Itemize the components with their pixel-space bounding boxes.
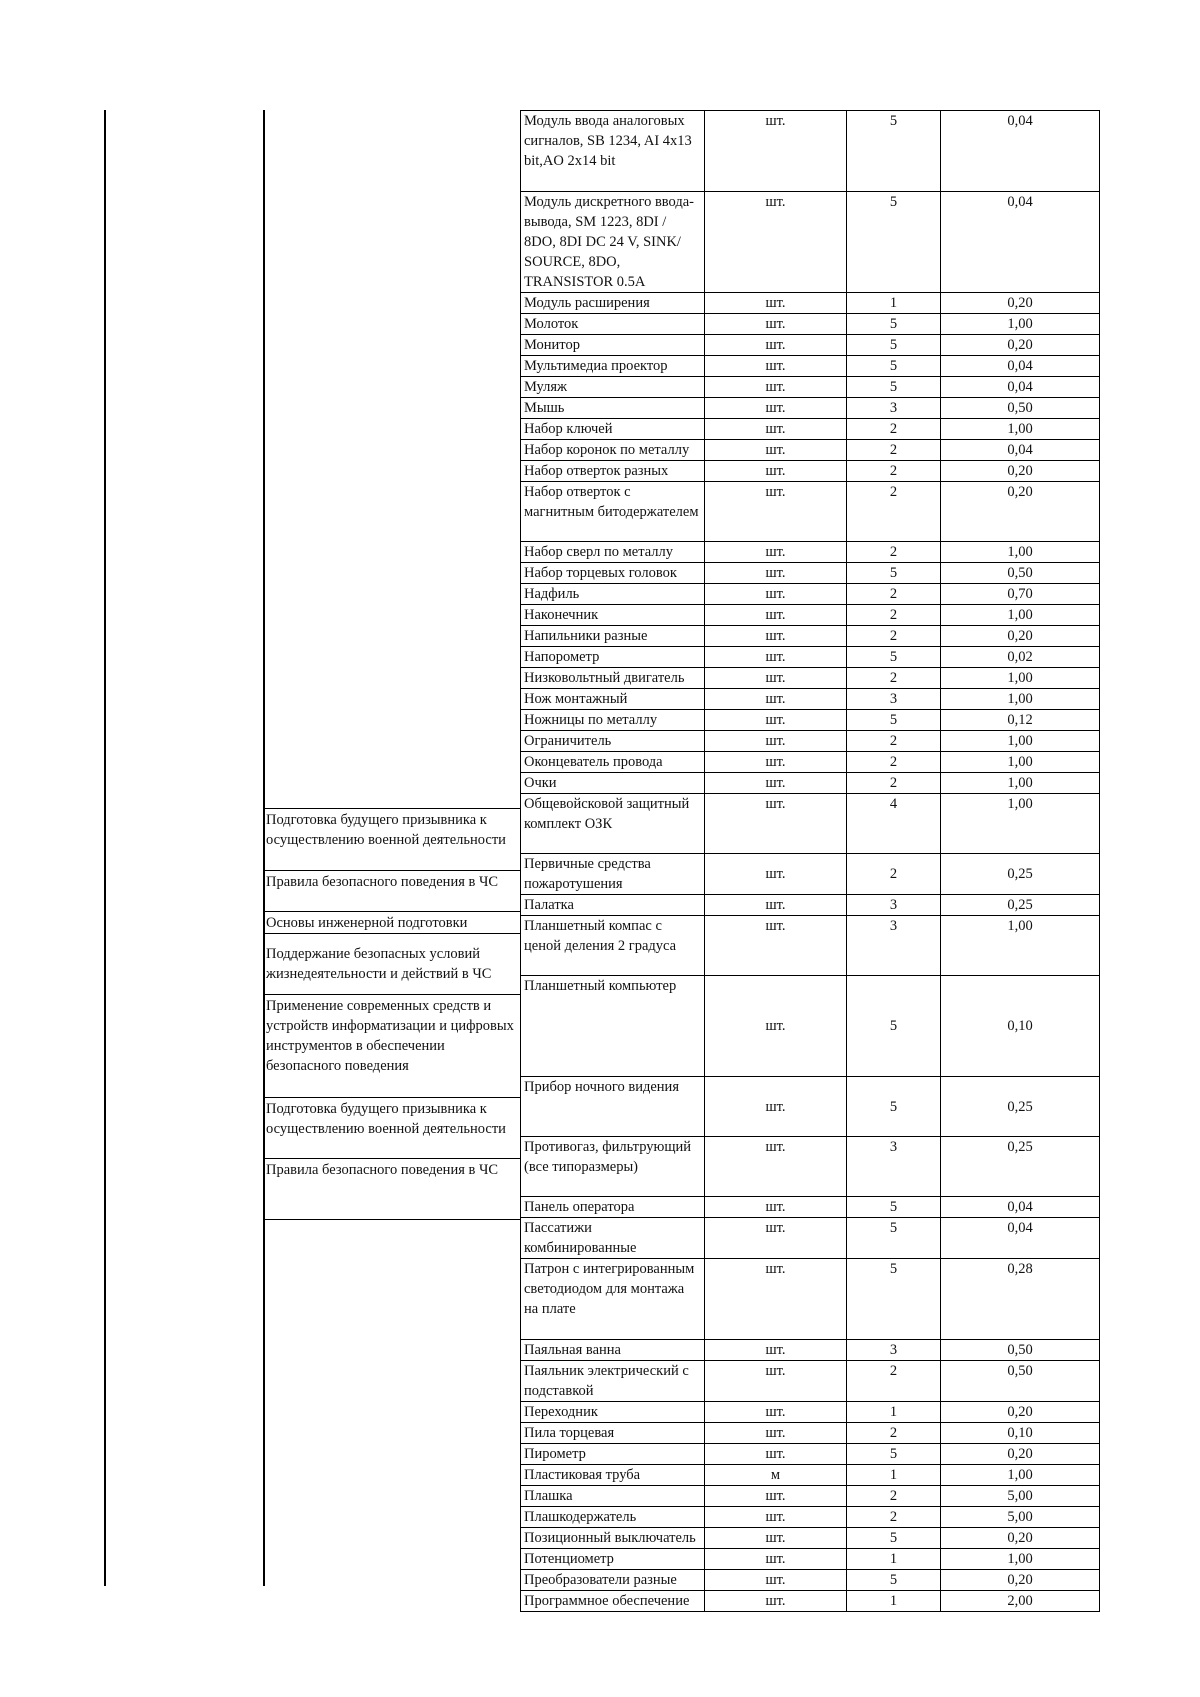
value-cell: 1,00	[941, 542, 1100, 563]
quantity-cell: 2	[847, 482, 941, 542]
table-row	[521, 647, 1100, 668]
quantity-cell: 1	[847, 1591, 941, 1612]
item-name-cell: Патрон с интегрированным светодиодом для монтажа на плате	[521, 1259, 705, 1340]
item-name-cell: Плашкодержатель	[521, 1507, 705, 1528]
item-name-cell: Преобразователи разные	[521, 1570, 705, 1591]
item-name-cell: Палатка	[521, 895, 705, 916]
value-cell: 0,04	[941, 111, 1100, 192]
item-name-cell: Молоток	[521, 314, 705, 335]
value-cell: 0,20	[941, 626, 1100, 647]
value-cell: 0,50	[941, 1361, 1100, 1402]
table-row	[521, 976, 1100, 1077]
value-cell: 0,04	[941, 440, 1100, 461]
table-row	[521, 1423, 1100, 1444]
table-row	[521, 1507, 1100, 1528]
quantity-cell: 1	[847, 1465, 941, 1486]
item-name-cell: Очки	[521, 773, 705, 794]
topic-cell: Подготовка будущего призывника к осуществлению военной деятельности	[263, 1097, 521, 1159]
value-cell: 0,04	[941, 1218, 1100, 1259]
unit-cell: шт.	[705, 293, 847, 314]
quantity-cell: 2	[847, 668, 941, 689]
value-cell: 0,20	[941, 1528, 1100, 1549]
table-row	[521, 895, 1100, 916]
quantity-cell: 2	[847, 626, 941, 647]
unit-cell: шт.	[705, 111, 847, 192]
quantity-cell: 5	[847, 647, 941, 668]
topic-cell: Правила безопасного поведения в ЧС	[263, 870, 521, 912]
value-cell: 1,00	[941, 668, 1100, 689]
unit-cell: шт.	[705, 192, 847, 293]
quantity-cell: 5	[847, 563, 941, 584]
table-row	[521, 335, 1100, 356]
item-name-cell: Набор сверл по металлу	[521, 542, 705, 563]
unit-cell: шт.	[705, 1570, 847, 1591]
unit-cell: шт.	[705, 1077, 847, 1137]
quantity-cell: 3	[847, 1340, 941, 1361]
table-row	[521, 563, 1100, 584]
item-name-cell: Общевойсковой защитный комплект ОЗК	[521, 794, 705, 854]
table-row	[521, 668, 1100, 689]
table-row	[521, 314, 1100, 335]
unit-cell: шт.	[705, 731, 847, 752]
item-name-cell: Пластиковая труба	[521, 1465, 705, 1486]
quantity-cell: 3	[847, 689, 941, 710]
unit-cell: шт.	[705, 482, 847, 542]
unit-cell: шт.	[705, 1549, 847, 1570]
value-cell: 1,00	[941, 916, 1100, 976]
quantity-cell: 5	[847, 1570, 941, 1591]
item-name-cell: Программное обеспечение	[521, 1591, 705, 1612]
table-row	[521, 1259, 1100, 1340]
value-cell: 0,25	[941, 895, 1100, 916]
topic-cell: Основы инженерной подготовки	[263, 911, 521, 933]
value-cell: 0,20	[941, 461, 1100, 482]
quantity-cell: 2	[847, 419, 941, 440]
item-name-cell: Монитор	[521, 335, 705, 356]
table-row	[521, 1570, 1100, 1591]
unit-cell: шт.	[705, 626, 847, 647]
item-name-cell: Паяльник электрический с подставкой	[521, 1361, 705, 1402]
unit-cell: шт.	[705, 584, 847, 605]
unit-cell: шт.	[705, 916, 847, 976]
quantity-cell: 2	[847, 542, 941, 563]
unit-cell: шт.	[705, 1591, 847, 1612]
table-row	[521, 482, 1100, 542]
item-name-cell: Позиционный выключатель	[521, 1528, 705, 1549]
value-cell: 5,00	[941, 1486, 1100, 1507]
value-cell: 1,00	[941, 1465, 1100, 1486]
table-row	[521, 854, 1100, 895]
item-name-cell: Плашка	[521, 1486, 705, 1507]
value-cell: 0,20	[941, 293, 1100, 314]
table-row	[521, 731, 1100, 752]
value-cell: 1,00	[941, 1549, 1100, 1570]
unit-cell: шт.	[705, 1507, 847, 1528]
item-name-cell: Прибор ночного видения	[521, 1077, 705, 1137]
value-cell: 0,10	[941, 1423, 1100, 1444]
value-cell: 0,20	[941, 1402, 1100, 1423]
unit-cell: м	[705, 1465, 847, 1486]
item-name-cell: Мышь	[521, 398, 705, 419]
quantity-cell: 2	[847, 752, 941, 773]
table-row	[521, 1591, 1100, 1612]
table-row	[521, 1465, 1100, 1486]
unit-cell: шт.	[705, 1444, 847, 1465]
table-row	[521, 1340, 1100, 1361]
quantity-cell: 2	[847, 1507, 941, 1528]
value-cell: 0,20	[941, 1570, 1100, 1591]
table-row	[521, 419, 1100, 440]
value-cell: 0,20	[941, 335, 1100, 356]
quantity-cell: 5	[847, 1218, 941, 1259]
item-name-cell: Модуль расширения	[521, 293, 705, 314]
unit-cell: шт.	[705, 710, 847, 731]
quantity-cell: 2	[847, 731, 941, 752]
item-name-cell: Набор отверток разных	[521, 461, 705, 482]
unit-cell: шт.	[705, 563, 847, 584]
value-cell: 1,00	[941, 752, 1100, 773]
item-name-cell: Модуль ввода аналоговых сигналов, SB 1234, AI 4x13 bit,AO 2x14 bit	[521, 111, 705, 192]
quantity-cell: 4	[847, 794, 941, 854]
item-name-cell: Переходник	[521, 1402, 705, 1423]
unit-cell: шт.	[705, 752, 847, 773]
table-row	[521, 1444, 1100, 1465]
unit-cell: шт.	[705, 1361, 847, 1402]
quantity-cell: 1	[847, 293, 941, 314]
table-row	[521, 1197, 1100, 1218]
table-row	[521, 377, 1100, 398]
quantity-cell: 2	[847, 461, 941, 482]
item-name-cell: Потенциометр	[521, 1549, 705, 1570]
quantity-cell: 2	[847, 584, 941, 605]
unit-cell: шт.	[705, 605, 847, 626]
quantity-cell: 1	[847, 1402, 941, 1423]
quantity-cell: 5	[847, 356, 941, 377]
table-row	[521, 689, 1100, 710]
quantity-cell: 2	[847, 1486, 941, 1507]
table-row	[521, 916, 1100, 976]
quantity-cell: 2	[847, 1361, 941, 1402]
item-name-cell: Паяльная ванна	[521, 1340, 705, 1361]
value-cell: 1,00	[941, 419, 1100, 440]
value-cell: 0,02	[941, 647, 1100, 668]
unit-cell: шт.	[705, 1402, 847, 1423]
value-cell: 5,00	[941, 1507, 1100, 1528]
item-name-cell: Напорометр	[521, 647, 705, 668]
unit-cell: шт.	[705, 1218, 847, 1259]
item-name-cell: Набор отверток с магнитным битодержателем	[521, 482, 705, 542]
item-name-cell: Надфиль	[521, 584, 705, 605]
item-name-cell: Пирометр	[521, 1444, 705, 1465]
quantity-cell: 5	[847, 976, 941, 1077]
value-cell: 0,25	[941, 1137, 1100, 1197]
table-row	[521, 293, 1100, 314]
unit-cell: шт.	[705, 1259, 847, 1340]
value-cell: 0,28	[941, 1259, 1100, 1340]
value-cell: 2,00	[941, 1591, 1100, 1612]
value-cell: 0,20	[941, 1444, 1100, 1465]
unit-cell: шт.	[705, 335, 847, 356]
value-cell: 0,50	[941, 1340, 1100, 1361]
quantity-cell: 2	[847, 773, 941, 794]
quantity-cell: 5	[847, 192, 941, 293]
quantity-cell: 3	[847, 1137, 941, 1197]
unit-cell: шт.	[705, 854, 847, 895]
table-row	[521, 752, 1100, 773]
quantity-cell: 5	[847, 1528, 941, 1549]
unit-cell: шт.	[705, 356, 847, 377]
unit-cell: шт.	[705, 1528, 847, 1549]
table-row	[521, 605, 1100, 626]
unit-cell: шт.	[705, 895, 847, 916]
value-cell: 0,50	[941, 398, 1100, 419]
unit-cell: шт.	[705, 542, 847, 563]
table-row	[521, 773, 1100, 794]
value-cell: 1,00	[941, 773, 1100, 794]
unit-cell: шт.	[705, 440, 847, 461]
unit-cell: шт.	[705, 976, 847, 1077]
unit-cell: шт.	[705, 773, 847, 794]
value-cell: 1,00	[941, 314, 1100, 335]
table-row	[521, 1486, 1100, 1507]
unit-cell: шт.	[705, 1197, 847, 1218]
value-cell: 0,04	[941, 356, 1100, 377]
item-name-cell: Нож монтажный	[521, 689, 705, 710]
unit-cell: шт.	[705, 419, 847, 440]
item-name-cell: Муляж	[521, 377, 705, 398]
unit-cell: шт.	[705, 1486, 847, 1507]
table-row	[521, 1137, 1100, 1197]
unit-cell: шт.	[705, 1137, 847, 1197]
item-name-cell: Набор ключей	[521, 419, 705, 440]
quantity-cell: 3	[847, 398, 941, 419]
table-row	[521, 1361, 1100, 1402]
quantity-cell: 1	[847, 1549, 941, 1570]
item-name-cell: Ограничитель	[521, 731, 705, 752]
table-row	[521, 461, 1100, 482]
unit-cell: шт.	[705, 1340, 847, 1361]
table-row	[521, 626, 1100, 647]
item-name-cell: Планшетный компас с ценой деления 2 градуса	[521, 916, 705, 976]
item-name-cell: Панель оператора	[521, 1197, 705, 1218]
unit-cell: шт.	[705, 314, 847, 335]
unit-cell: шт.	[705, 647, 847, 668]
unit-cell: шт.	[705, 668, 847, 689]
quantity-cell: 2	[847, 854, 941, 895]
table-row	[521, 192, 1100, 293]
item-name-cell: Противогаз, фильтрующий (все типоразмеры)	[521, 1137, 705, 1197]
table-row	[521, 542, 1100, 563]
value-cell: 1,00	[941, 689, 1100, 710]
quantity-cell: 5	[847, 335, 941, 356]
unit-cell: шт.	[705, 398, 847, 419]
item-name-cell: Первичные средства пожаротушения	[521, 854, 705, 895]
topic-cell: Применение современных средств и устройств информатизации и цифровых инструментов в обеспечении безопасного поведения	[263, 994, 521, 1097]
table-row	[521, 111, 1100, 192]
value-cell: 0,25	[941, 854, 1100, 895]
table-row	[521, 1218, 1100, 1259]
quantity-cell: 2	[847, 1423, 941, 1444]
equipment-table	[520, 110, 1100, 1612]
unit-cell: шт.	[705, 461, 847, 482]
value-cell: 0,25	[941, 1077, 1100, 1137]
topic-cell: Подготовка будущего призывника к осуществлению военной деятельности	[263, 808, 521, 870]
unit-cell: шт.	[705, 1423, 847, 1444]
table-row	[521, 398, 1100, 419]
topic-cell: Правила безопасного поведения в ЧС	[263, 1158, 521, 1220]
quantity-cell: 5	[847, 377, 941, 398]
quantity-cell: 5	[847, 1259, 941, 1340]
value-cell: 1,00	[941, 731, 1100, 752]
quantity-cell: 5	[847, 1197, 941, 1218]
quantity-cell: 5	[847, 1444, 941, 1465]
unit-cell: шт.	[705, 794, 847, 854]
item-name-cell: Набор торцевых головок	[521, 563, 705, 584]
value-cell: 0,20	[941, 482, 1100, 542]
item-name-cell: Модуль дискретного ввода-вывода, SM 1223, 8DI / 8DO, 8DI DC 24 V, SINK/ SOURCE, 8DO, TRANSISTOR 0.5A	[521, 192, 705, 293]
quantity-cell: 3	[847, 916, 941, 976]
value-cell: 0,10	[941, 976, 1100, 1077]
quantity-cell: 5	[847, 710, 941, 731]
topic-cell: Поддержание безопасных условий жизнедеятельности и действий в ЧС	[263, 933, 521, 995]
table-row	[521, 1528, 1100, 1549]
value-cell: 1,00	[941, 605, 1100, 626]
value-cell: 0,50	[941, 563, 1100, 584]
item-name-cell: Планшетный компьютер	[521, 976, 705, 1077]
value-cell: 0,70	[941, 584, 1100, 605]
quantity-cell: 5	[847, 314, 941, 335]
table-row	[521, 584, 1100, 605]
unit-cell: шт.	[705, 377, 847, 398]
quantity-cell: 3	[847, 895, 941, 916]
item-name-cell: Набор коронок по металлу	[521, 440, 705, 461]
item-name-cell: Оконцеватель провода	[521, 752, 705, 773]
item-name-cell: Пила торцевая	[521, 1423, 705, 1444]
item-name-cell: Наконечник	[521, 605, 705, 626]
item-name-cell: Мультимедиа проектор	[521, 356, 705, 377]
table-row	[521, 1077, 1100, 1137]
unit-cell: шт.	[705, 689, 847, 710]
quantity-cell: 5	[847, 1077, 941, 1137]
value-cell: 1,00	[941, 794, 1100, 854]
quantity-cell: 2	[847, 440, 941, 461]
quantity-cell: 2	[847, 605, 941, 626]
item-name-cell: Напильники разные	[521, 626, 705, 647]
table-row	[521, 710, 1100, 731]
item-name-cell: Пассатижи комбинированные	[521, 1218, 705, 1259]
table-row	[521, 440, 1100, 461]
value-cell: 0,04	[941, 1197, 1100, 1218]
value-cell: 0,04	[941, 377, 1100, 398]
item-name-cell: Низковольтный двигатель	[521, 668, 705, 689]
table-row	[521, 794, 1100, 854]
outer-left-rule	[104, 110, 106, 1586]
quantity-cell: 5	[847, 111, 941, 192]
item-name-cell: Ножницы по металлу	[521, 710, 705, 731]
table-row	[521, 1402, 1100, 1423]
table-row	[521, 1549, 1100, 1570]
value-cell: 0,04	[941, 192, 1100, 293]
value-cell: 0,12	[941, 710, 1100, 731]
table-row	[521, 356, 1100, 377]
